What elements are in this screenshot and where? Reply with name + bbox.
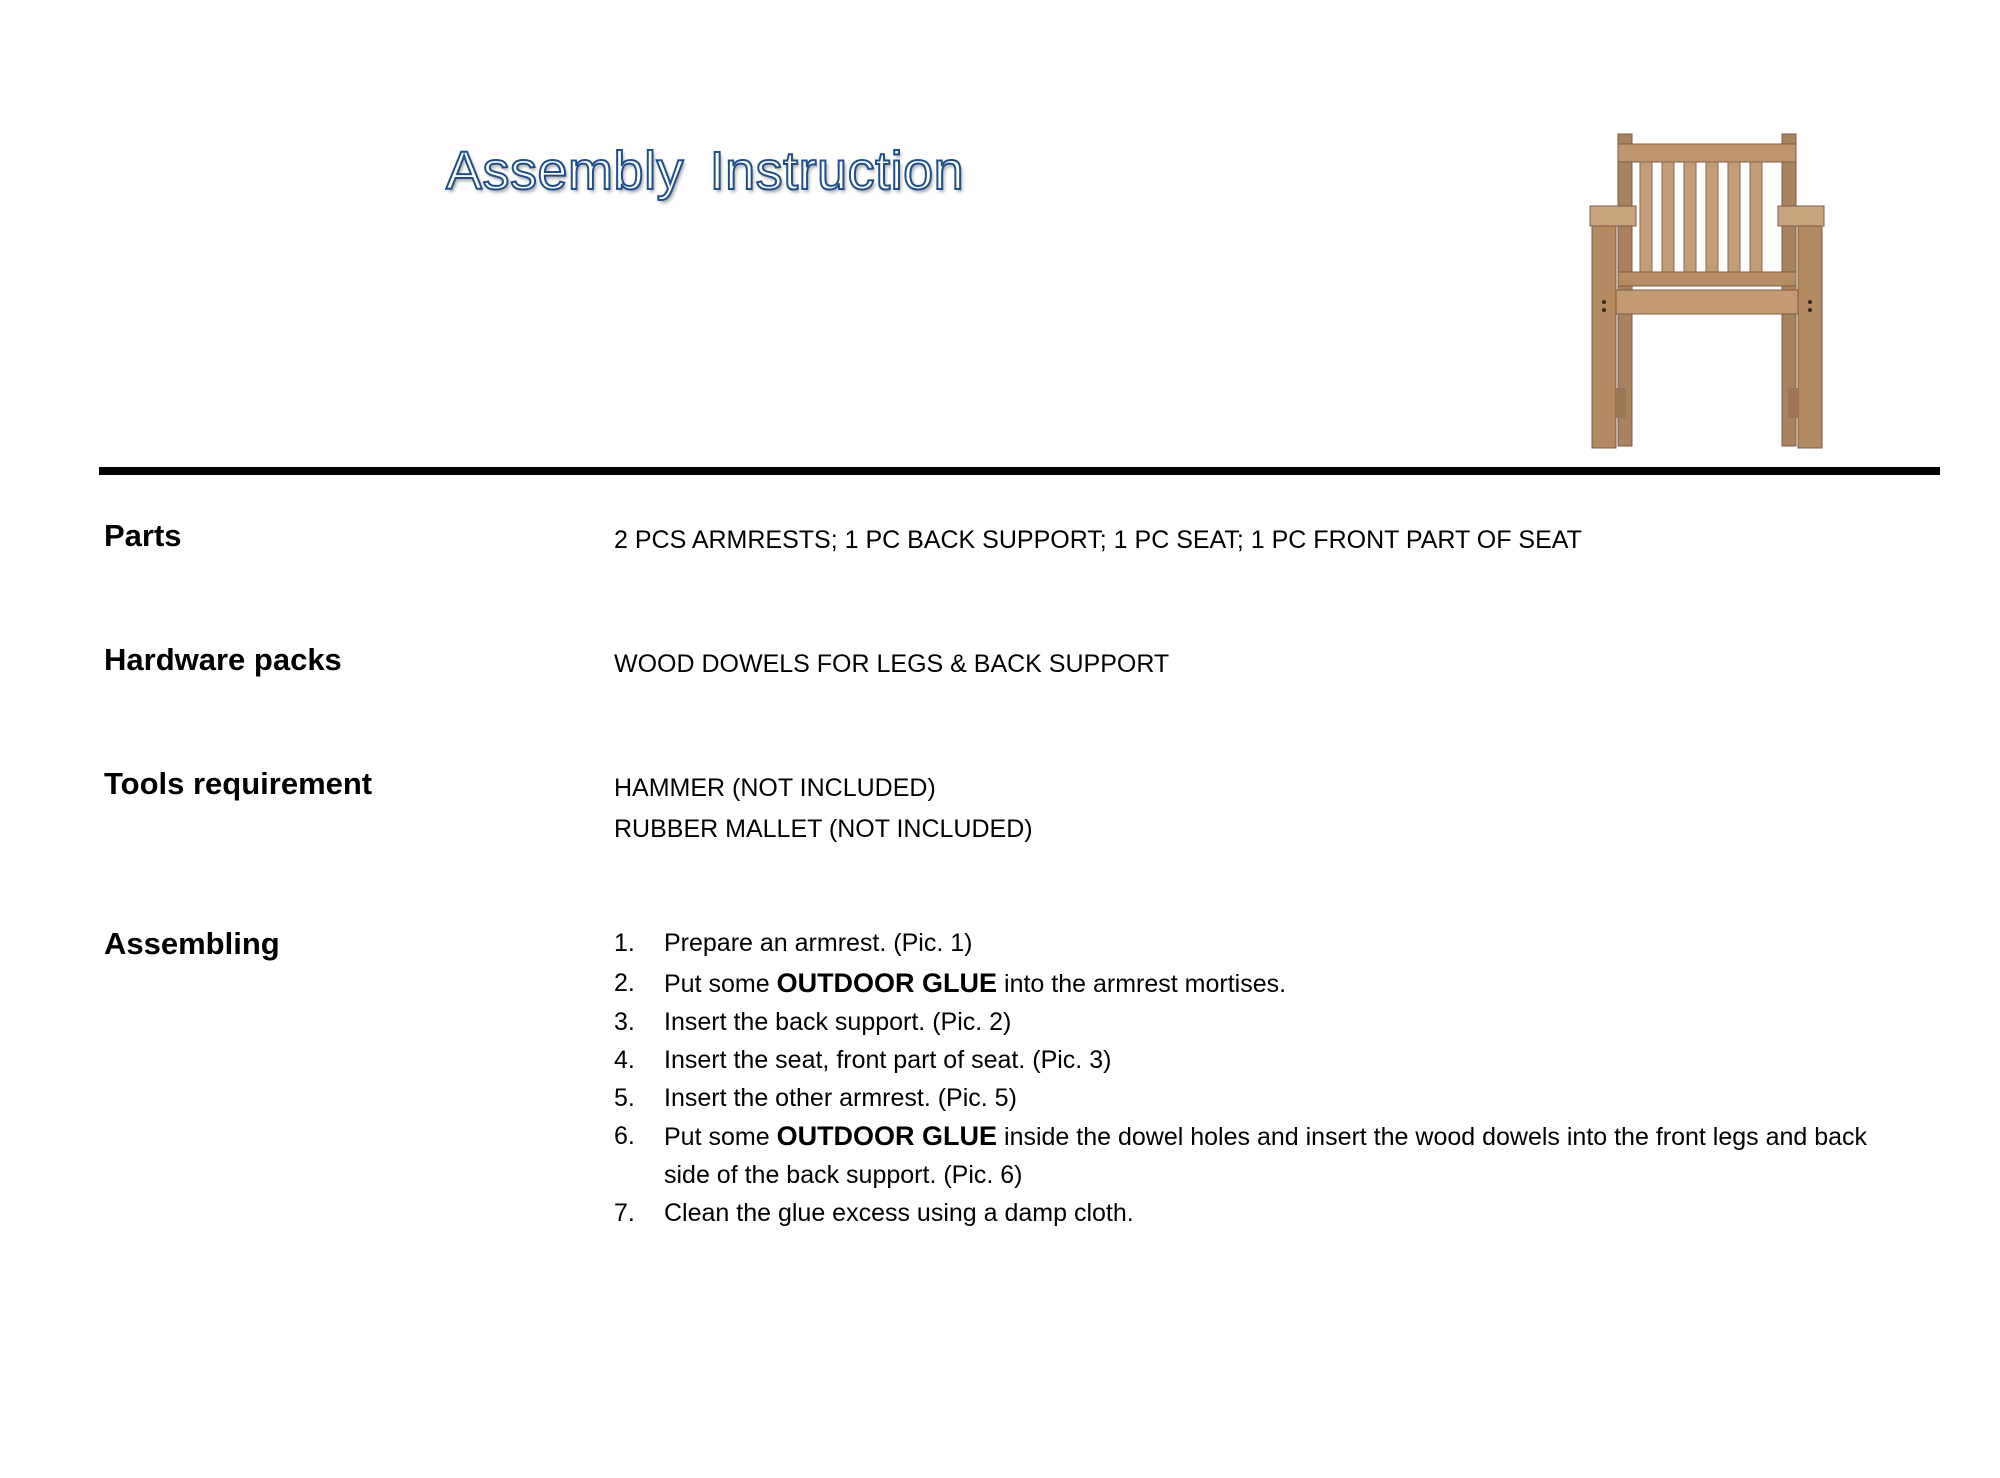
step-item [614, 1079, 1914, 1117]
step-item [614, 964, 1914, 1003]
step-emphasis: OUTDOOR GLUE [776, 1121, 998, 1151]
step-item [614, 1041, 1914, 1079]
page-title: Assembly Instruction [446, 141, 965, 201]
step-number: 5. [614, 1084, 635, 1112]
step-item [614, 924, 1914, 962]
step-number: 3. [614, 1008, 635, 1036]
chair-back-bottom-rail [1618, 272, 1796, 286]
teak-armchair-image [1582, 130, 1832, 450]
step-emphasis: OUTDOOR GLUE [776, 968, 998, 998]
step-text: Put some [664, 1123, 777, 1151]
hardware-value: WOOD DOWELS FOR LEGS & BACK SUPPORT [614, 650, 1170, 678]
chair-seat-apron [1616, 290, 1798, 314]
step-text-after: inside the dowel holes and insert the wood dowels into the front legs and back side of the back support. (Pic. 6) [664, 1123, 1868, 1189]
step-number: 4. [614, 1046, 635, 1074]
step-item [614, 1194, 1914, 1232]
step-item [614, 1003, 1914, 1041]
step-text: Insert the back support. (Pic. 2) [664, 1008, 1012, 1036]
hardware-label: Hardware packs [104, 642, 342, 677]
assembling-label: Assembling [104, 926, 280, 961]
step-number: 1. [614, 929, 635, 957]
chair-front-leg-right [1798, 226, 1822, 448]
assembly-steps-list [614, 924, 1914, 1232]
chair-armrest-left [1590, 206, 1636, 226]
step-text: Insert the seat, front part of seat. (Pic. 3) [664, 1046, 1112, 1074]
header-divider [99, 467, 1940, 475]
step-number: 6. [614, 1122, 635, 1150]
tools-label: Tools requirement [104, 766, 373, 801]
chair-front-leg-left [1592, 226, 1616, 448]
chair-top-rail [1618, 144, 1796, 162]
step-number: 2. [614, 969, 635, 997]
step-text: Insert the other armrest. (Pic. 5) [664, 1084, 1017, 1112]
parts-value: 2 PCS ARMRESTS; 1 PC BACK SUPPORT; 1 PC SEAT; 1 PC FRONT PART OF SEAT [614, 526, 1582, 554]
step-text-after: into the armrest mortises. [997, 970, 1287, 998]
step-text: Put some [664, 970, 777, 998]
chair-armrest-right [1778, 206, 1824, 226]
parts-label: Parts [104, 518, 182, 553]
chair-slats [1640, 162, 1762, 272]
step-text: Prepare an armrest. (Pic. 1) [664, 929, 973, 957]
step-text: Clean the glue excess using a damp cloth. [664, 1199, 1134, 1227]
step-item [614, 1117, 1914, 1194]
tools-line-1: HAMMER (NOT INCLUDED) [614, 774, 936, 802]
tools-line-2: RUBBER MALLET (NOT INCLUDED) [614, 815, 1033, 843]
step-number: 7. [614, 1199, 635, 1227]
